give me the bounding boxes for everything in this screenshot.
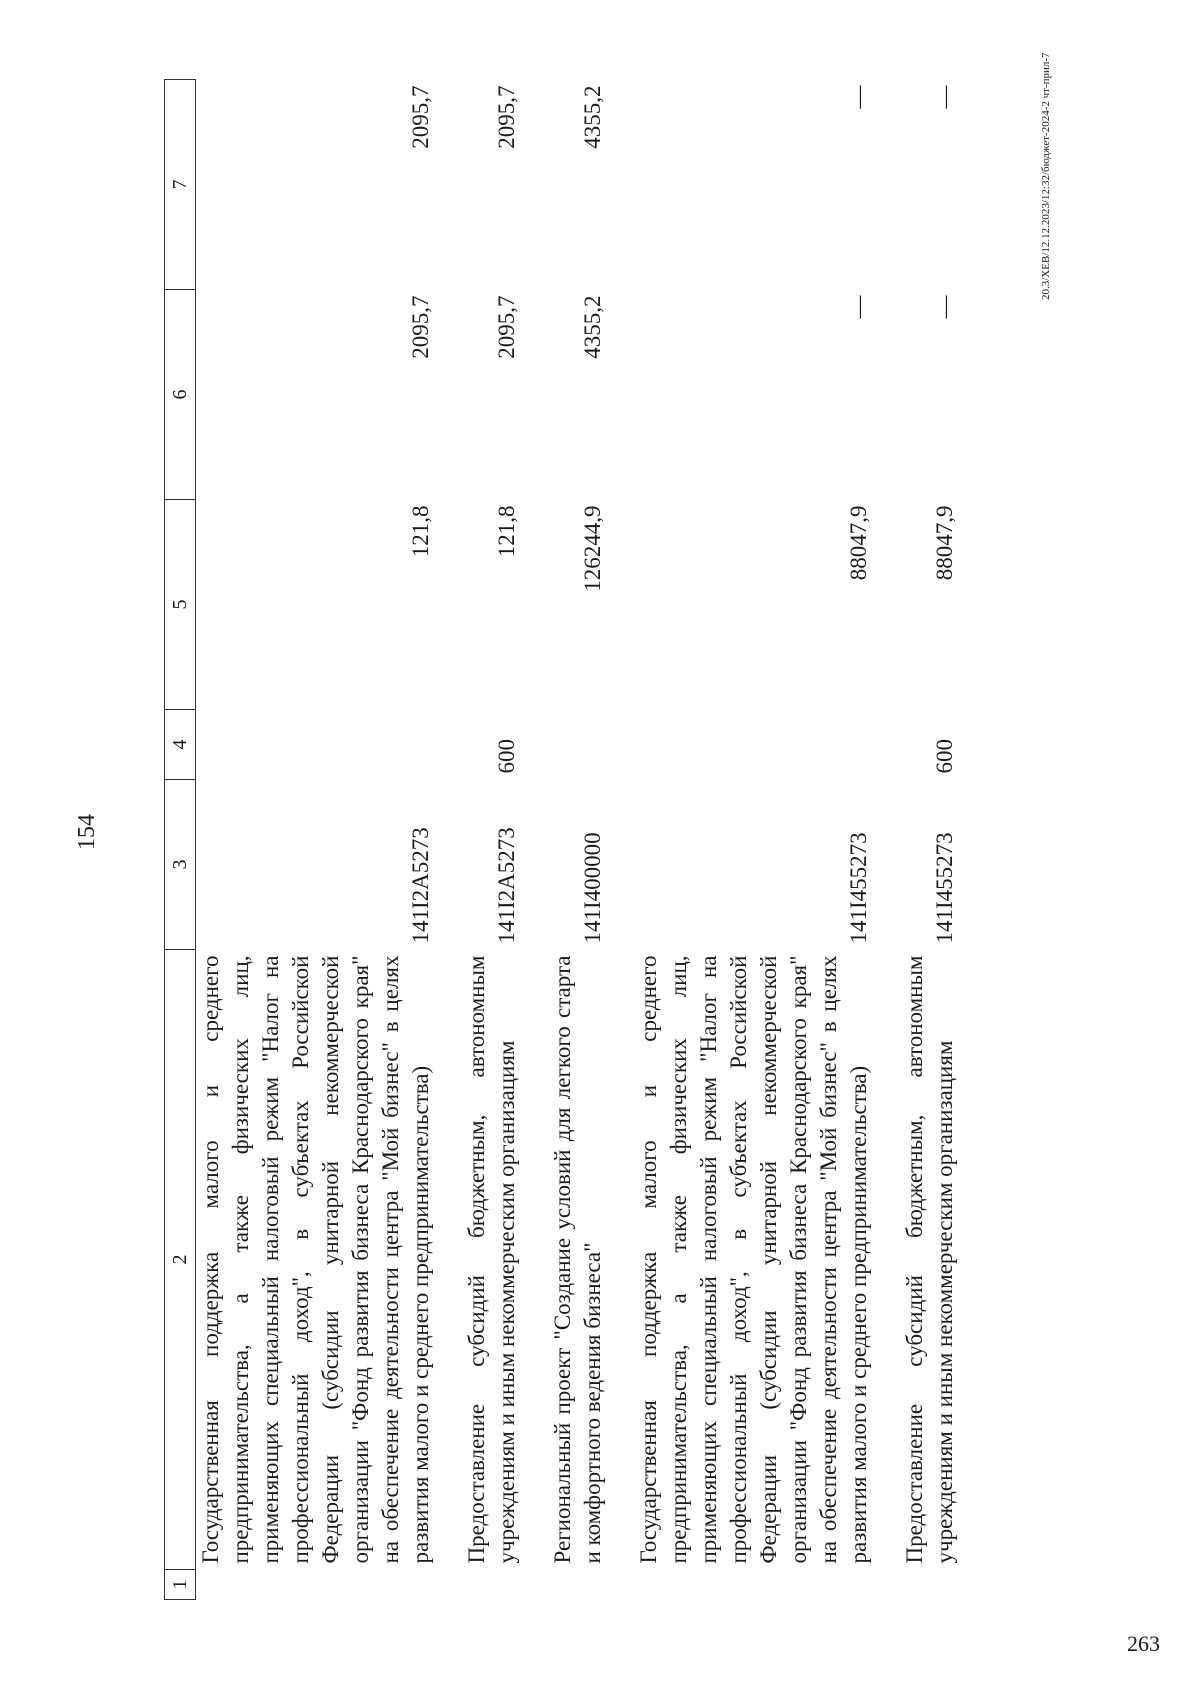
row-value-7: —: [846, 85, 871, 109]
row-code: 141I455273: [932, 832, 957, 944]
row-value-7: 2095,7: [408, 85, 433, 149]
row-code: 141I2A5273: [494, 827, 519, 944]
row-code: 141I400000: [580, 832, 605, 944]
row-value-5: 88047,9: [846, 505, 871, 581]
header-col-4: 4: [165, 710, 196, 780]
row-name: Государственная поддержка малого и среднего предпринимательства, а также физических лиц, применяющих специальный налоговый режим "Налог на профессиональный доход", в субъектах Российской Федерации (субсидии унитарной некоммерческой организации "Фонд развития бизнеса Краснодарского края" на обеспечение деятельности центра "Мой бизнес" в целях развития малого и среднего предпринимательства): [636, 955, 871, 1564]
row-value-7: 4355,2: [580, 85, 605, 149]
row-vr: [634, 710, 874, 780]
header-col-1: 1: [165, 1570, 196, 1600]
row-value-6: 2095,7: [494, 295, 519, 359]
row-value-5: 121,8: [408, 505, 433, 558]
table-orientation: [164, 80, 1164, 1600]
table-row: [196, 80, 437, 1600]
table-row: [462, 80, 522, 1600]
row-value-6: 4355,2: [580, 295, 605, 359]
row-value-7: —: [932, 85, 957, 109]
row-code: 141I2A5273: [408, 827, 433, 944]
row-value-6: 2095,7: [408, 295, 433, 359]
page-number-top: 154: [74, 814, 100, 850]
header-col-6: 6: [165, 290, 196, 500]
header-col-5: 5: [165, 500, 196, 710]
row-code: 141I455273: [846, 832, 871, 944]
row-name: Предоставление субсидий бюджетным, автономным учреждениям и иным некоммерческим организациям: [902, 955, 957, 1564]
row-value-7: 2095,7: [494, 85, 519, 149]
row-value-6: —: [932, 295, 957, 319]
row-name: Предоставление субсидий бюджетным, автономным учреждениям и иным некоммерческим организациям: [464, 955, 519, 1564]
header-col-3: 3: [165, 780, 196, 950]
row-name: Государственная поддержка малого и среднего предпринимательства, а также физических лиц, применяющих специальный налоговый режим "Налог на профессиональный доход", в субъектах Российской Федерации (субсидии унитарной некоммерческой организации "Фонд развития бизнеса Краснодарского края" на обеспечение деятельности центра "Мой бизнес" в целях развития малого и среднего предпринимательства): [198, 955, 433, 1564]
row-vr: 600: [494, 739, 519, 774]
table-row: [634, 80, 874, 1600]
row-value-5: 126244,9: [580, 505, 605, 592]
row-vr: [548, 710, 608, 780]
rotated-table-wrapper: [164, 80, 1164, 1600]
row-value-6: —: [846, 295, 871, 319]
table-row: [900, 80, 960, 1600]
budget-table: [164, 79, 960, 1600]
row-vr: [196, 710, 437, 780]
row-value-5: 121,8: [494, 505, 519, 558]
header-col-7: 7: [165, 80, 196, 290]
page-number-bottom: 263: [1127, 1631, 1160, 1656]
footer-stamp: 20.3/XEB/12.12.2023/12:32/бюджет-2024-2 чт-прил-7: [1040, 52, 1052, 300]
row-name: Региональный проект "Создание условий для легкого старта и комфортного ведения бизнеса": [550, 955, 605, 1564]
row-value-5: 88047,9: [932, 505, 957, 581]
table-row: [548, 80, 608, 1600]
header-col-2: 2: [165, 950, 196, 1570]
table-header-row: [165, 80, 196, 1600]
row-vr: 600: [932, 739, 957, 774]
